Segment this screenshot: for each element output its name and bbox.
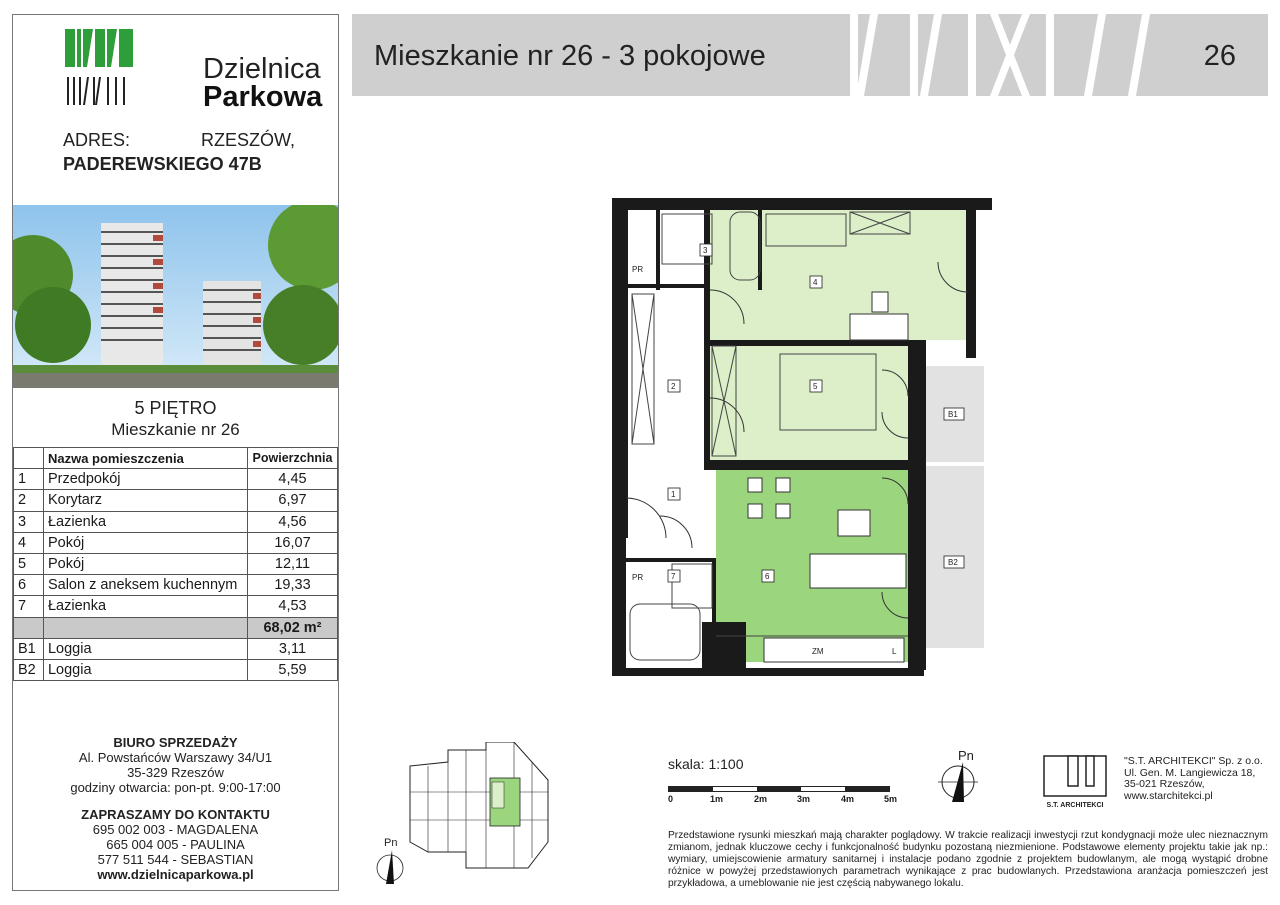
disclaimer: Przedstawione rysunki mieszkań mają charakter poglądowy. W trakcie realizacji inwestycji rzut kondygnacji może ulec nieznacznym zmianom, jednak kluczowe cechy i funkcjonalność budynku pozostaną niezmienione. Podstawowe elementy projektu takie jak np.: wymiary, umiejscowienie armatury sanitarnej i instalacje podano zgodnie z projektem budowlanym, ale mogą wystąpić drobne różnice w powyżej przedstawionych parametrach wynikające z prac budowlanych. Przedstawiona aranżacja pomieszczeń jest przykładowa, a umeblowanie nie jest częścią nabywanego lokalu. [668, 830, 1268, 889]
contact-title: ZAPRASZAMY DO KONTAKTU [81, 807, 270, 822]
dzielnica-logo-icon [63, 25, 203, 105]
apartment-number: 26 [1203, 40, 1236, 72]
scale-tick: 2m [754, 794, 768, 804]
room-name: Łazienka [43, 511, 247, 532]
scale-tick: 5m [884, 794, 898, 804]
table-header-num [14, 448, 44, 469]
page-title: Mieszkanie nr 26 - 3 pokojowe [374, 40, 766, 72]
architect-line2: Ul. Gen. M. Langiewicza 18, [1124, 766, 1256, 779]
north-label-small: Pn [384, 837, 398, 849]
table-row [14, 659, 338, 680]
contact-phone[interactable]: 577 511 544 - SEBASTIAN [97, 852, 254, 867]
room-num: 5 [14, 553, 44, 574]
plan-label-b2: B2 [948, 558, 958, 567]
plan-label-3: 3 [703, 246, 708, 255]
table-row [14, 532, 338, 553]
room-name: Korytarz [43, 490, 247, 511]
table-row [14, 469, 338, 490]
loggia-name: Loggia [43, 659, 247, 680]
loggia-area: 5,59 [248, 659, 338, 680]
room-name: Salon z aneksem kuchennym [43, 575, 247, 596]
room-area: 19,33 [248, 575, 338, 596]
room-area: 4,53 [248, 596, 338, 617]
room-name: Pokój [43, 532, 247, 553]
room-name: Przedpokój [43, 469, 247, 490]
table-row [14, 511, 338, 532]
room-area: 6,97 [248, 490, 338, 511]
architect-website[interactable]: www.starchitekci.pl [1124, 789, 1213, 802]
scale [668, 756, 908, 806]
table-header-area: Powierzchnia [248, 448, 338, 469]
plan-label-pr1: PR [632, 265, 644, 274]
table-row [14, 490, 338, 511]
table-total-row [14, 617, 338, 638]
room-name: Łazienka [43, 596, 247, 617]
plan-label-l: L [892, 647, 897, 656]
brand-line1: Dzielnica [203, 53, 321, 85]
room-area: 4,56 [248, 511, 338, 532]
room-area: 12,11 [248, 553, 338, 574]
room-num: 3 [14, 511, 44, 532]
loggia-num: B1 [14, 638, 44, 659]
table-row [14, 596, 338, 617]
floor-plan [612, 198, 992, 678]
total-area: 68,02 m² [248, 617, 338, 638]
plan-label-7: 7 [671, 572, 676, 581]
plan-label-4: 4 [813, 278, 818, 287]
plan-label-2: 2 [671, 382, 676, 391]
header-bar [352, 14, 1268, 96]
plan-label-zm: ZM [812, 647, 824, 656]
room-5-area [708, 344, 908, 464]
architect-logo-icon [1042, 754, 1108, 810]
loggia-num: B2 [14, 659, 44, 680]
loggia-name: Loggia [43, 638, 247, 659]
room-num: 2 [14, 490, 44, 511]
apartment-label: Mieszkanie nr 26 [111, 420, 240, 439]
table-row [14, 575, 338, 596]
table-header-row [14, 448, 338, 469]
room-name: Pokój [43, 553, 247, 574]
plan-label-b1: B1 [948, 410, 958, 419]
room-area: 16,07 [248, 532, 338, 553]
architect-line1: "S.T. ARCHITEKCI" Sp. z o.o. [1124, 755, 1263, 767]
table-header-name: Nazwa pomieszczenia [43, 448, 247, 469]
scale-bar [668, 786, 890, 792]
info-panel [12, 14, 339, 891]
sales-office [13, 735, 338, 882]
contact-phone[interactable]: 695 002 003 - MAGDALENA [92, 822, 259, 837]
address [63, 128, 295, 176]
scale-tick: 1m [710, 794, 724, 804]
floor-label: 5 PIĘTRO [134, 398, 217, 418]
sales-address1: Al. Powstańców Warszawy 34/U1 [78, 750, 273, 765]
brand-name [203, 55, 322, 111]
room-num: 7 [14, 596, 44, 617]
sales-address2: 35-329 Rzeszów [127, 765, 224, 780]
plan-label-pr2: PR [632, 573, 644, 582]
north-arrow-small-icon [374, 836, 410, 886]
table-row [14, 553, 338, 574]
table-row [14, 638, 338, 659]
address-label: ADRES: [63, 130, 131, 150]
room-num: 4 [14, 532, 44, 553]
room-num: 6 [14, 575, 44, 596]
north-label: Pn [958, 748, 974, 763]
plan-label-1: 1 [671, 490, 676, 499]
architect-line3: 35-021 Rzeszów, [1124, 778, 1205, 790]
building-rendering [13, 205, 338, 388]
sales-hours: godziny otwarcia: pon-pt. 9:00-17:00 [70, 780, 281, 795]
room-num: 1 [14, 469, 44, 490]
brand-line2: Parkowa [203, 81, 323, 113]
scale-ticks [668, 794, 908, 806]
scale-tick: 3m [797, 794, 811, 804]
address-city: RZESZÓW, [201, 130, 295, 150]
room-area: 4,45 [248, 469, 338, 490]
room-4-area [708, 210, 966, 340]
architect-logo-caption: S.T. ARCHITEKCI [1046, 802, 1104, 809]
sales-title: BIURO SPRZEDAŻY [113, 735, 238, 750]
architect-info [1124, 756, 1274, 802]
scale-tick: 4m [841, 794, 855, 804]
brand-logo [63, 25, 323, 113]
plan-label-5: 5 [813, 382, 818, 391]
floor-info [13, 397, 338, 441]
key-plan [408, 742, 558, 872]
north-arrow-icon [938, 748, 980, 804]
scale-tick: 0 [668, 794, 674, 804]
rooms-table [13, 447, 338, 681]
decorative-stripes-icon [850, 14, 1160, 96]
scale-label: skala: 1:100 [668, 756, 744, 772]
loggia-area: 3,11 [248, 638, 338, 659]
website-link[interactable]: www.dzielnicaparkowa.pl [97, 867, 254, 882]
plan-label-6: 6 [765, 572, 770, 581]
contact-phone[interactable]: 665 004 005 - PAULINA [106, 837, 245, 852]
address-street: PADEREWSKIEGO 47B [63, 154, 262, 174]
